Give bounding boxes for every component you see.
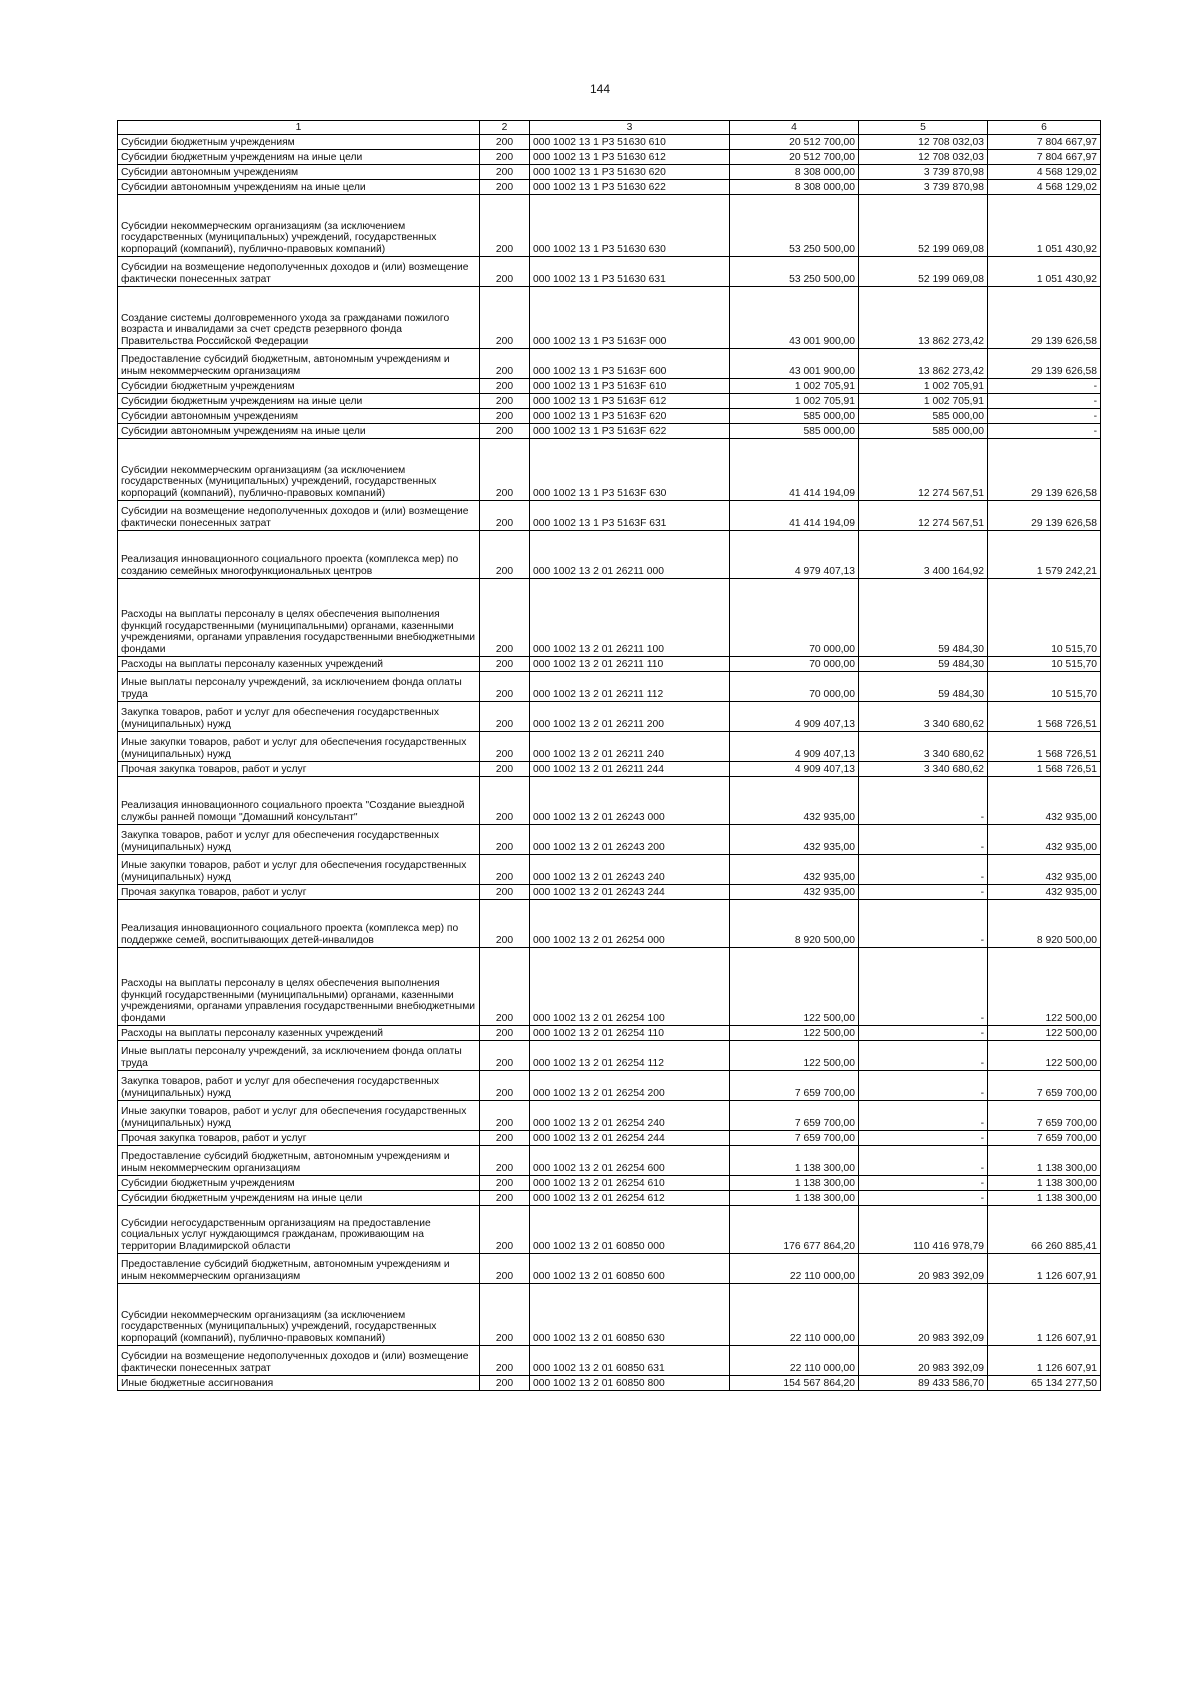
row-code-2-cell: 200: [480, 501, 530, 531]
row-budget-code-cell: 000 1002 13 2 01 26254 000: [530, 900, 730, 948]
row-name-cell: Расходы на выплаты персоналу в целях обеспечения выполнения функций государственными (муниципальными) органами, казенными учреждениями, органами управления государственными внебюджетными фондами: [118, 948, 480, 1026]
row-remainder-cell: 10 515,70: [988, 672, 1101, 702]
row-name-cell: Закупка товаров, работ и услуг для обеспечения государственных (муниципальных) нужд: [118, 702, 480, 732]
row-remainder-cell: 7 659 700,00: [988, 1131, 1101, 1146]
row-code-2-cell: 200: [480, 195, 530, 257]
table-row: [118, 135, 1101, 150]
row-name-cell: Субсидии некоммерческим организациям (за исключением государственных (муниципальных) учреждений, государственных корпораций (компаний), публично-правовых компаний): [118, 1284, 480, 1346]
row-remainder-cell: 1 126 607,91: [988, 1346, 1101, 1376]
table-row: [118, 900, 1101, 948]
row-name-cell: Субсидии на возмещение недополученных доходов и (или) возмещение фактически понесенных затрат: [118, 257, 480, 287]
row-remainder-cell: 1 126 607,91: [988, 1254, 1101, 1284]
table-row: [118, 165, 1101, 180]
column-header: 6: [988, 121, 1101, 135]
row-code-2-cell: 200: [480, 1041, 530, 1071]
row-code-2-cell: 200: [480, 349, 530, 379]
row-remainder-cell: 65 134 277,50: [988, 1376, 1101, 1391]
row-executed-cell: 20 983 392,09: [859, 1284, 988, 1346]
row-approved-cell: 7 659 700,00: [730, 1071, 859, 1101]
row-budget-code-cell: 000 1002 13 2 01 26254 110: [530, 1026, 730, 1041]
row-code-2-cell: 200: [480, 579, 530, 657]
row-approved-cell: 585 000,00: [730, 409, 859, 424]
row-budget-code-cell: 000 1002 13 2 01 26243 244: [530, 885, 730, 900]
table-row: [118, 1176, 1101, 1191]
row-budget-code-cell: 000 1002 13 2 01 26254 112: [530, 1041, 730, 1071]
row-budget-code-cell: 000 1002 13 1 Р3 51630 620: [530, 165, 730, 180]
row-executed-cell: -: [859, 1041, 988, 1071]
row-code-2-cell: 200: [480, 1131, 530, 1146]
row-budget-code-cell: 000 1002 13 2 01 26243 200: [530, 825, 730, 855]
row-code-2-cell: 200: [480, 180, 530, 195]
row-executed-cell: -: [859, 900, 988, 948]
row-name-cell: Субсидии бюджетным учреждениям: [118, 135, 480, 150]
row-name-cell: Субсидии бюджетным учреждениям: [118, 1176, 480, 1191]
row-executed-cell: -: [859, 1026, 988, 1041]
row-name-cell: Субсидии бюджетным учреждениям на иные цели: [118, 1191, 480, 1206]
row-budget-code-cell: 000 1002 13 2 01 60850 631: [530, 1346, 730, 1376]
row-code-2-cell: 200: [480, 1071, 530, 1101]
row-remainder-cell: 432 935,00: [988, 777, 1101, 825]
row-approved-cell: 20 512 700,00: [730, 135, 859, 150]
row-name-cell: Предоставление субсидий бюджетным, автономным учреждениям и иным некоммерческим организациям: [118, 1146, 480, 1176]
row-name-cell: Реализация инновационного социального проекта (комплекса мер) по созданию семейных многофункциональных центров: [118, 531, 480, 579]
row-remainder-cell: 1 579 242,21: [988, 531, 1101, 579]
row-name-cell: Реализация инновационного социального проекта (комплекса мер) по поддержке семей, воспитывающих детей-инвалидов: [118, 900, 480, 948]
row-remainder-cell: 8 920 500,00: [988, 900, 1101, 948]
row-code-2-cell: 200: [480, 762, 530, 777]
row-executed-cell: 20 983 392,09: [859, 1254, 988, 1284]
row-remainder-cell: 122 500,00: [988, 1041, 1101, 1071]
row-executed-cell: 110 416 978,79: [859, 1206, 988, 1254]
row-executed-cell: -: [859, 825, 988, 855]
row-remainder-cell: 10 515,70: [988, 657, 1101, 672]
table-row: [118, 501, 1101, 531]
row-budget-code-cell: 000 1002 13 1 Р3 5163F 600: [530, 349, 730, 379]
row-name-cell: Субсидии автономным учреждениям на иные цели: [118, 180, 480, 195]
row-budget-code-cell: 000 1002 13 1 Р3 51630 610: [530, 135, 730, 150]
table-row: [118, 732, 1101, 762]
table-row: [118, 424, 1101, 439]
row-code-2-cell: 200: [480, 855, 530, 885]
row-remainder-cell: 1 051 430,92: [988, 257, 1101, 287]
row-name-cell: Реализация инновационного социального проекта "Создание выездной службы ранней помощи "Домашний консультант": [118, 777, 480, 825]
row-name-cell: Субсидии автономным учреждениям на иные цели: [118, 424, 480, 439]
row-code-2-cell: 200: [480, 531, 530, 579]
table-row: [118, 1376, 1101, 1391]
row-name-cell: Прочая закупка товаров, работ и услуг: [118, 885, 480, 900]
table-row: [118, 195, 1101, 257]
row-code-2-cell: 200: [480, 1284, 530, 1346]
row-budget-code-cell: 000 1002 13 2 01 26254 240: [530, 1101, 730, 1131]
row-name-cell: Прочая закупка товаров, работ и услуг: [118, 762, 480, 777]
row-code-2-cell: 200: [480, 702, 530, 732]
row-budget-code-cell: 000 1002 13 1 Р3 51630 612: [530, 150, 730, 165]
row-code-2-cell: 200: [480, 1254, 530, 1284]
row-executed-cell: 89 433 586,70: [859, 1376, 988, 1391]
row-executed-cell: 12 708 032,03: [859, 135, 988, 150]
row-budget-code-cell: 000 1002 13 2 01 26254 610: [530, 1176, 730, 1191]
column-header: 5: [859, 121, 988, 135]
row-remainder-cell: 7 659 700,00: [988, 1071, 1101, 1101]
table-row: [118, 1041, 1101, 1071]
row-remainder-cell: 432 935,00: [988, 885, 1101, 900]
row-remainder-cell: 122 500,00: [988, 948, 1101, 1026]
row-code-2-cell: 200: [480, 885, 530, 900]
table-row: [118, 579, 1101, 657]
row-name-cell: Создание системы долговременного ухода за гражданами пожилого возраста и инвалидами за счет средств резервного фонда Правительства Российской Федерации: [118, 287, 480, 349]
row-budget-code-cell: 000 1002 13 1 Р3 5163F 631: [530, 501, 730, 531]
row-name-cell: Прочая закупка товаров, работ и услуг: [118, 1131, 480, 1146]
row-budget-code-cell: 000 1002 13 1 Р3 5163F 620: [530, 409, 730, 424]
row-approved-cell: 53 250 500,00: [730, 257, 859, 287]
row-approved-cell: 4 909 407,13: [730, 762, 859, 777]
row-code-2-cell: 200: [480, 379, 530, 394]
row-name-cell: Субсидии негосударственным организациям на предоставление социальных услуг нуждающимся гражданам, проживающим на территории Владимирской области: [118, 1206, 480, 1254]
row-executed-cell: -: [859, 777, 988, 825]
row-executed-cell: -: [859, 948, 988, 1026]
row-executed-cell: 3 340 680,62: [859, 702, 988, 732]
row-budget-code-cell: 000 1002 13 2 01 26211 100: [530, 579, 730, 657]
row-budget-code-cell: 000 1002 13 2 01 26211 244: [530, 762, 730, 777]
row-executed-cell: 52 199 069,08: [859, 195, 988, 257]
row-approved-cell: 4 909 407,13: [730, 732, 859, 762]
table-row: [118, 1026, 1101, 1041]
row-budget-code-cell: 000 1002 13 1 Р3 51630 630: [530, 195, 730, 257]
row-name-cell: Субсидии автономным учреждениям: [118, 165, 480, 180]
column-header: 2: [480, 121, 530, 135]
row-approved-cell: 7 659 700,00: [730, 1101, 859, 1131]
row-code-2-cell: 200: [480, 657, 530, 672]
row-executed-cell: 1 002 705,91: [859, 379, 988, 394]
row-executed-cell: 585 000,00: [859, 424, 988, 439]
row-code-2-cell: 200: [480, 257, 530, 287]
table-row: [118, 1146, 1101, 1176]
budget-table: [117, 120, 1101, 1391]
row-executed-cell: -: [859, 1131, 988, 1146]
row-name-cell: Расходы на выплаты персоналу казенных учреждений: [118, 1026, 480, 1041]
row-approved-cell: 22 110 000,00: [730, 1346, 859, 1376]
row-remainder-cell: 10 515,70: [988, 579, 1101, 657]
row-name-cell: Субсидии бюджетным учреждениям на иные цели: [118, 394, 480, 409]
row-approved-cell: 8 920 500,00: [730, 900, 859, 948]
row-budget-code-cell: 000 1002 13 1 Р3 5163F 612: [530, 394, 730, 409]
row-remainder-cell: 7 804 667,97: [988, 150, 1101, 165]
row-remainder-cell: -: [988, 394, 1101, 409]
row-executed-cell: 13 862 273,42: [859, 287, 988, 349]
row-remainder-cell: 29 139 626,58: [988, 501, 1101, 531]
column-header: 4: [730, 121, 859, 135]
row-remainder-cell: 1 568 726,51: [988, 762, 1101, 777]
row-budget-code-cell: 000 1002 13 1 Р3 5163F 622: [530, 424, 730, 439]
table-row: [118, 1191, 1101, 1206]
row-budget-code-cell: 000 1002 13 2 01 26211 200: [530, 702, 730, 732]
row-approved-cell: 41 414 194,09: [730, 439, 859, 501]
table-row: [118, 825, 1101, 855]
row-remainder-cell: 1 568 726,51: [988, 732, 1101, 762]
row-approved-cell: 53 250 500,00: [730, 195, 859, 257]
table-row: [118, 439, 1101, 501]
table-row: [118, 349, 1101, 379]
row-budget-code-cell: 000 1002 13 2 01 26254 200: [530, 1071, 730, 1101]
row-budget-code-cell: 000 1002 13 1 Р3 51630 631: [530, 257, 730, 287]
row-remainder-cell: 1 126 607,91: [988, 1284, 1101, 1346]
table-row: [118, 672, 1101, 702]
row-code-2-cell: 200: [480, 672, 530, 702]
row-approved-cell: 122 500,00: [730, 1026, 859, 1041]
row-executed-cell: 3 739 870,98: [859, 180, 988, 195]
table-row: [118, 180, 1101, 195]
row-approved-cell: 7 659 700,00: [730, 1131, 859, 1146]
row-approved-cell: 70 000,00: [730, 579, 859, 657]
row-budget-code-cell: 000 1002 13 2 01 26243 240: [530, 855, 730, 885]
row-remainder-cell: 66 260 885,41: [988, 1206, 1101, 1254]
row-executed-cell: 12 274 567,51: [859, 439, 988, 501]
table-row: [118, 1101, 1101, 1131]
row-executed-cell: 3 340 680,62: [859, 762, 988, 777]
row-remainder-cell: 1 138 300,00: [988, 1146, 1101, 1176]
row-budget-code-cell: 000 1002 13 2 01 26211 110: [530, 657, 730, 672]
row-approved-cell: 22 110 000,00: [730, 1254, 859, 1284]
row-remainder-cell: 4 568 129,02: [988, 165, 1101, 180]
row-budget-code-cell: 000 1002 13 2 01 26211 112: [530, 672, 730, 702]
row-budget-code-cell: 000 1002 13 2 01 26254 100: [530, 948, 730, 1026]
row-code-2-cell: 200: [480, 1206, 530, 1254]
table-row: [118, 777, 1101, 825]
row-remainder-cell: 122 500,00: [988, 1026, 1101, 1041]
row-approved-cell: 70 000,00: [730, 672, 859, 702]
table-row: [118, 1071, 1101, 1101]
row-remainder-cell: 1 138 300,00: [988, 1176, 1101, 1191]
row-code-2-cell: 200: [480, 287, 530, 349]
row-name-cell: Предоставление субсидий бюджетным, автономным учреждениям и иным некоммерческим организациям: [118, 1254, 480, 1284]
row-code-2-cell: 200: [480, 394, 530, 409]
table-row: [118, 394, 1101, 409]
table-row: [118, 855, 1101, 885]
row-executed-cell: 12 708 032,03: [859, 150, 988, 165]
row-code-2-cell: 200: [480, 1191, 530, 1206]
row-budget-code-cell: 000 1002 13 2 01 26254 244: [530, 1131, 730, 1146]
row-executed-cell: 3 739 870,98: [859, 165, 988, 180]
row-remainder-cell: 29 139 626,58: [988, 439, 1101, 501]
row-remainder-cell: 7 659 700,00: [988, 1101, 1101, 1131]
row-budget-code-cell: 000 1002 13 1 Р3 5163F 630: [530, 439, 730, 501]
table-row: [118, 531, 1101, 579]
row-approved-cell: 432 935,00: [730, 885, 859, 900]
row-approved-cell: 20 512 700,00: [730, 150, 859, 165]
row-name-cell: Иные закупки товаров, работ и услуг для обеспечения государственных (муниципальных) нужд: [118, 855, 480, 885]
row-code-2-cell: 200: [480, 777, 530, 825]
row-name-cell: Закупка товаров, работ и услуг для обеспечения государственных (муниципальных) нужд: [118, 825, 480, 855]
row-budget-code-cell: 000 1002 13 2 01 26254 612: [530, 1191, 730, 1206]
row-remainder-cell: 29 139 626,58: [988, 349, 1101, 379]
page-number: 144: [589, 82, 611, 96]
row-executed-cell: 585 000,00: [859, 409, 988, 424]
table-row: [118, 1284, 1101, 1346]
row-approved-cell: 1 138 300,00: [730, 1146, 859, 1176]
table-row: [118, 287, 1101, 349]
row-executed-cell: 59 484,30: [859, 579, 988, 657]
row-remainder-cell: 1 568 726,51: [988, 702, 1101, 732]
table-row: [118, 1254, 1101, 1284]
row-executed-cell: -: [859, 1071, 988, 1101]
row-name-cell: Иные выплаты персоналу учреждений, за исключением фонда оплаты труда: [118, 1041, 480, 1071]
table-row: [118, 885, 1101, 900]
row-remainder-cell: -: [988, 379, 1101, 394]
row-code-2-cell: 200: [480, 150, 530, 165]
row-executed-cell: -: [859, 1101, 988, 1131]
row-code-2-cell: 200: [480, 732, 530, 762]
row-approved-cell: 4 909 407,13: [730, 702, 859, 732]
row-approved-cell: 1 002 705,91: [730, 379, 859, 394]
row-budget-code-cell: 000 1002 13 2 01 60850 000: [530, 1206, 730, 1254]
row-name-cell: Иные закупки товаров, работ и услуг для обеспечения государственных (муниципальных) нужд: [118, 1101, 480, 1131]
table-row: [118, 379, 1101, 394]
row-approved-cell: 4 979 407,13: [730, 531, 859, 579]
row-code-2-cell: 200: [480, 135, 530, 150]
row-approved-cell: 122 500,00: [730, 948, 859, 1026]
row-name-cell: Субсидии бюджетным учреждениям на иные цели: [118, 150, 480, 165]
row-code-2-cell: 200: [480, 1346, 530, 1376]
row-executed-cell: 3 400 164,92: [859, 531, 988, 579]
row-approved-cell: 8 308 000,00: [730, 165, 859, 180]
row-remainder-cell: 29 139 626,58: [988, 287, 1101, 349]
row-remainder-cell: 1 051 430,92: [988, 195, 1101, 257]
table-row: [118, 1206, 1101, 1254]
table-row: [118, 1131, 1101, 1146]
row-approved-cell: 176 677 864,20: [730, 1206, 859, 1254]
row-name-cell: Расходы на выплаты персоналу казенных учреждений: [118, 657, 480, 672]
row-name-cell: Иные закупки товаров, работ и услуг для обеспечения государственных (муниципальных) нужд: [118, 732, 480, 762]
row-name-cell: Субсидии на возмещение недополученных доходов и (или) возмещение фактически понесенных затрат: [118, 501, 480, 531]
row-approved-cell: 122 500,00: [730, 1041, 859, 1071]
row-budget-code-cell: 000 1002 13 1 Р3 5163F 000: [530, 287, 730, 349]
row-name-cell: Субсидии некоммерческим организациям (за исключением государственных (муниципальных) учреждений, государственных корпораций (компаний), публично-правовых компаний): [118, 195, 480, 257]
row-budget-code-cell: 000 1002 13 2 01 60850 800: [530, 1376, 730, 1391]
row-approved-cell: 8 308 000,00: [730, 180, 859, 195]
row-executed-cell: -: [859, 855, 988, 885]
row-budget-code-cell: 000 1002 13 2 01 26243 000: [530, 777, 730, 825]
column-header: 1: [118, 121, 480, 135]
row-approved-cell: 432 935,00: [730, 825, 859, 855]
row-name-cell: Иные выплаты персоналу учреждений, за исключением фонда оплаты труда: [118, 672, 480, 702]
row-name-cell: Иные бюджетные ассигнования: [118, 1376, 480, 1391]
row-executed-cell: 52 199 069,08: [859, 257, 988, 287]
row-remainder-cell: 4 568 129,02: [988, 180, 1101, 195]
row-approved-cell: 585 000,00: [730, 424, 859, 439]
row-executed-cell: -: [859, 1146, 988, 1176]
row-approved-cell: 41 414 194,09: [730, 501, 859, 531]
row-executed-cell: 1 002 705,91: [859, 394, 988, 409]
row-name-cell: Субсидии на возмещение недополученных доходов и (или) возмещение фактически понесенных затрат: [118, 1346, 480, 1376]
row-executed-cell: 20 983 392,09: [859, 1346, 988, 1376]
row-budget-code-cell: 000 1002 13 2 01 60850 600: [530, 1254, 730, 1284]
table-row: [118, 409, 1101, 424]
row-approved-cell: 1 138 300,00: [730, 1176, 859, 1191]
row-budget-code-cell: 000 1002 13 1 Р3 5163F 610: [530, 379, 730, 394]
column-header: 3: [530, 121, 730, 135]
row-code-2-cell: 200: [480, 1146, 530, 1176]
row-approved-cell: 1 138 300,00: [730, 1191, 859, 1206]
row-approved-cell: 22 110 000,00: [730, 1284, 859, 1346]
row-executed-cell: 3 340 680,62: [859, 732, 988, 762]
row-code-2-cell: 200: [480, 948, 530, 1026]
row-remainder-cell: -: [988, 424, 1101, 439]
row-name-cell: Закупка товаров, работ и услуг для обеспечения государственных (муниципальных) нужд: [118, 1071, 480, 1101]
row-code-2-cell: 200: [480, 825, 530, 855]
row-approved-cell: 154 567 864,20: [730, 1376, 859, 1391]
row-approved-cell: 432 935,00: [730, 855, 859, 885]
row-budget-code-cell: 000 1002 13 2 01 26211 240: [530, 732, 730, 762]
row-code-2-cell: 200: [480, 1176, 530, 1191]
row-approved-cell: 70 000,00: [730, 657, 859, 672]
row-budget-code-cell: 000 1002 13 2 01 26254 600: [530, 1146, 730, 1176]
row-executed-cell: -: [859, 885, 988, 900]
row-approved-cell: 432 935,00: [730, 777, 859, 825]
row-remainder-cell: 7 804 667,97: [988, 135, 1101, 150]
table-row: [118, 150, 1101, 165]
row-name-cell: Субсидии автономным учреждениям: [118, 409, 480, 424]
row-name-cell: Субсидии некоммерческим организациям (за исключением государственных (муниципальных) учреждений, государственных корпораций (компаний), публично-правовых компаний): [118, 439, 480, 501]
row-code-2-cell: 200: [480, 1101, 530, 1131]
row-executed-cell: -: [859, 1176, 988, 1191]
row-budget-code-cell: 000 1002 13 2 01 60850 630: [530, 1284, 730, 1346]
row-approved-cell: 1 002 705,91: [730, 394, 859, 409]
table-row: [118, 1346, 1101, 1376]
row-executed-cell: -: [859, 1191, 988, 1206]
row-remainder-cell: 432 935,00: [988, 855, 1101, 885]
table-row: [118, 948, 1101, 1026]
table-header-row: [118, 121, 1101, 135]
row-executed-cell: 12 274 567,51: [859, 501, 988, 531]
row-code-2-cell: 200: [480, 1026, 530, 1041]
row-budget-code-cell: 000 1002 13 1 Р3 51630 622: [530, 180, 730, 195]
row-name-cell: Предоставление субсидий бюджетным, автономным учреждениям и иным некоммерческим организациям: [118, 349, 480, 379]
row-code-2-cell: 200: [480, 900, 530, 948]
row-budget-code-cell: 000 1002 13 2 01 26211 000: [530, 531, 730, 579]
row-name-cell: Субсидии бюджетным учреждениям: [118, 379, 480, 394]
row-remainder-cell: 432 935,00: [988, 825, 1101, 855]
row-code-2-cell: 200: [480, 439, 530, 501]
row-code-2-cell: 200: [480, 424, 530, 439]
row-code-2-cell: 200: [480, 409, 530, 424]
table-row: [118, 657, 1101, 672]
row-remainder-cell: 1 138 300,00: [988, 1191, 1101, 1206]
row-approved-cell: 43 001 900,00: [730, 287, 859, 349]
row-name-cell: Расходы на выплаты персоналу в целях обеспечения выполнения функций государственными (муниципальными) органами, казенными учреждениями, органами управления государственными внебюджетными фондами: [118, 579, 480, 657]
row-remainder-cell: -: [988, 409, 1101, 424]
table-row: [118, 762, 1101, 777]
row-executed-cell: 13 862 273,42: [859, 349, 988, 379]
row-approved-cell: 43 001 900,00: [730, 349, 859, 379]
row-code-2-cell: 200: [480, 165, 530, 180]
table-row: [118, 702, 1101, 732]
row-executed-cell: 59 484,30: [859, 657, 988, 672]
table-row: [118, 257, 1101, 287]
row-executed-cell: 59 484,30: [859, 672, 988, 702]
row-code-2-cell: 200: [480, 1376, 530, 1391]
